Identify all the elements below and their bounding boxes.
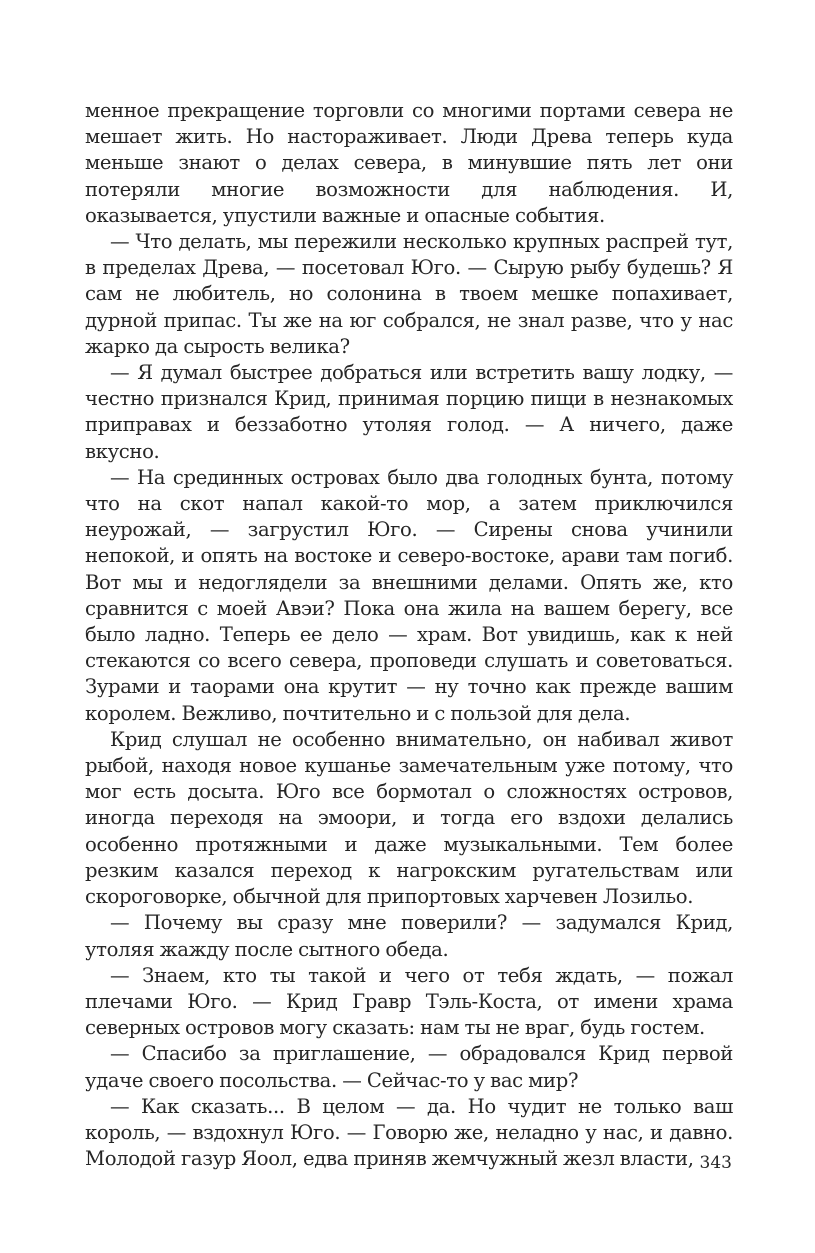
paragraph: менное прекращение торговли со многими портами севера не мешает жить. Но настораживает. Люди Древа теперь куда меньше знают о делах севера, в минувшие пять лет они потеряли многие возможности для наблюдения. И, оказывается, упустили важные и опасные события. <box>85 99 733 227</box>
paragraph: — Что делать, мы пережили несколько крупных распрей тут, в пределах Древа, — посетовал Юго. — Сырую рыбу будешь? Я сам не любитель, но солонина в твоем мешке попахивает, дурной припас. Ты же на юг собрался, не знал разве, что у нас жарко да сырость велика? <box>85 230 733 358</box>
page-number: 343 <box>699 1153 732 1173</box>
paragraph: — Как сказать... В целом — да. Но чудит не только ваш король, — вздохнул Юго. — Говорю же, неладно у нас, и давно. Молодой газур Яоол, едва приняв жемчужный жезл власти, <box>85 1094 733 1171</box>
body-text <box>85 98 733 1172</box>
paragraph: — Спасибо за приглашение, — обрадовался Крид первой удаче своего посольства. — Сейчас-то у вас мир? <box>85 1042 733 1092</box>
paragraph: Крид слушал не особенно внимательно, он набивал живот рыбой, находя новое кушанье замечательным уже потому, что мог есть досыта. Юго все бормотал о сложностях островов, иногда переходя на эмоори, и тогда его вздохи делались особенно протяжными и даже музыкальными. Тем более резким казался переход к нагрокским ругательствам или скороговорке, обычной для припортовых харчевен Лозильо. <box>85 727 733 909</box>
paragraph: — Я думал быстрее добраться или встретить вашу лодку, — честно признался Крид, принимая порцию пищи в незнакомых приправах и беззаботно утоляя голод. — А ничего, даже вкусно. <box>85 361 733 463</box>
paragraph: — Знаем, кто ты такой и чего от тебя ждать, — пожал плечами Юго. — Крид Гравр Тэль-Коста, от имени храма северных островов могу сказать: нам ты не враг, будь гостем. <box>85 963 733 1040</box>
paragraph: — На срединных островах было два голодных бунта, потому что на скот напал какой-то мор, а затем приключился неурожай, — загрустил Юго. — Сирены снова учинили непокой, и опять на востоке и северо-востоке, арави там погиб. Вот мы и недоглядели за внешними делами. Опять же, кто сравнится с моей Авэи? Пока она жила на вашем берегу, все было ладно. Теперь ее дело — храм. Вот увидишь, как к ней стекаются со всего севера, проповеди слушать и советоваться. Зурами и таорами она крутит — ну точно как прежде вашим королем. Вежливо, почтительно и с пользой для дела. <box>85 465 733 725</box>
paragraph: — Почему вы сразу мне поверили? — задумался Крид, утоляя жажду после сытного обеда. <box>85 911 733 961</box>
